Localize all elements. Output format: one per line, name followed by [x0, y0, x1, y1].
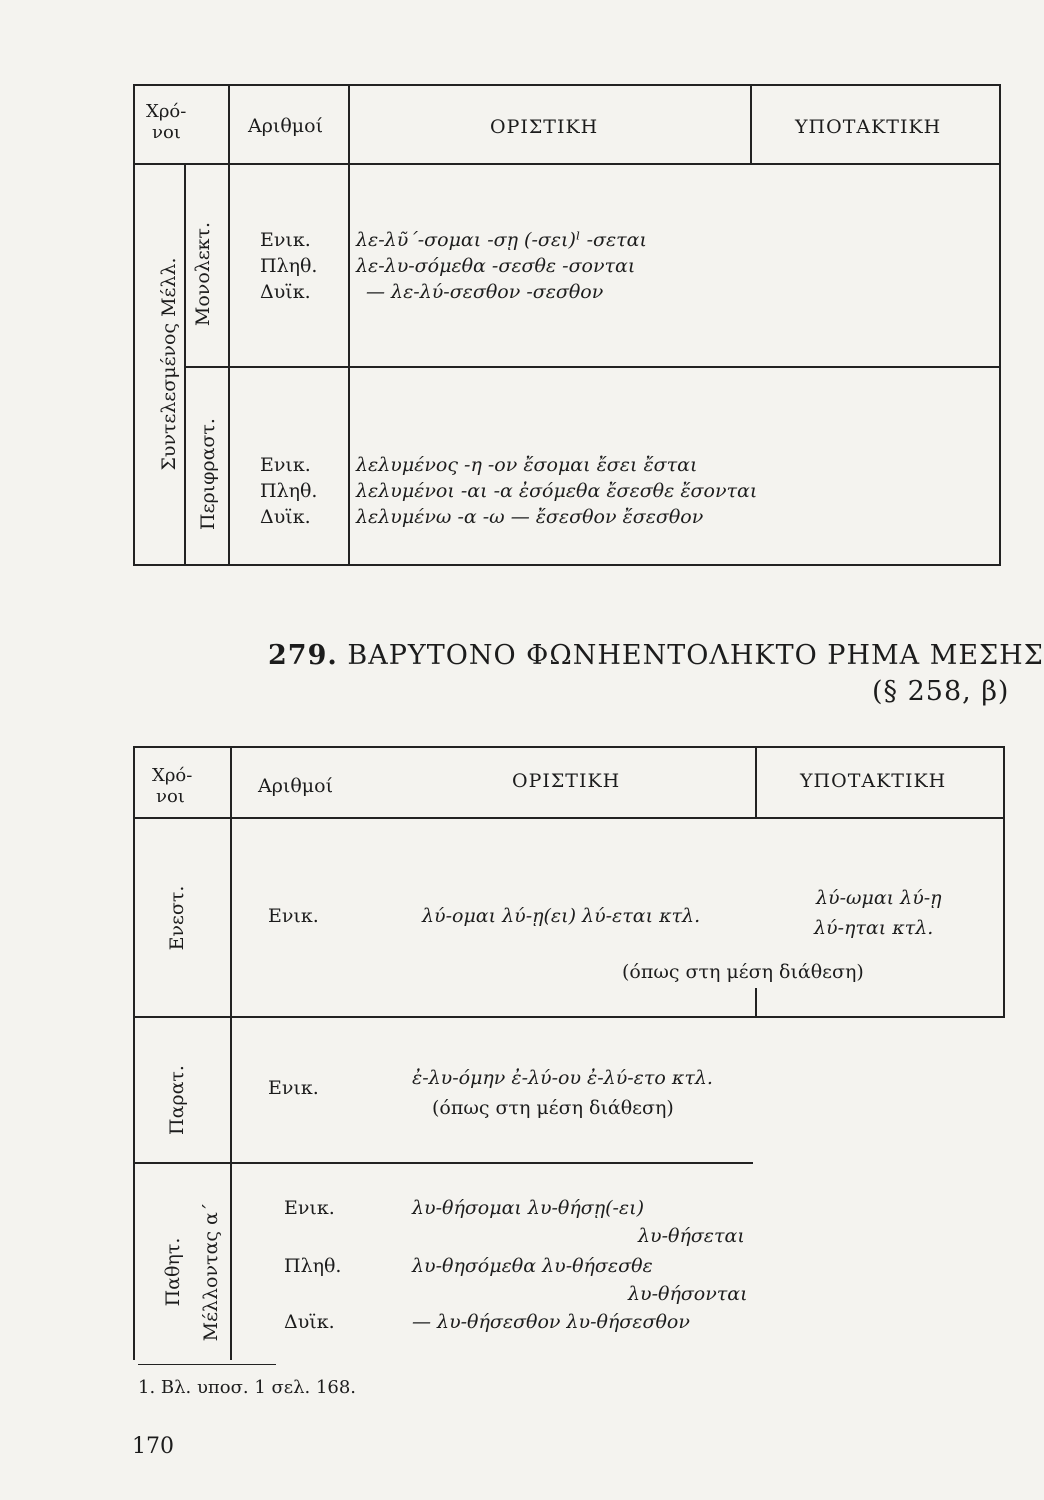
row-indicative: — λε-λύ-σεσθον -σεσθον: [366, 281, 604, 303]
header-subjunctive: ΥΠΟΤΑΚΤΙΚΗ: [795, 116, 942, 138]
footnote: 1. Βλ. υποσ. 1 σελ. 168.: [138, 1377, 357, 1398]
footnote-rule: [138, 1364, 276, 1365]
row-indicative: λε-λῦ΄-σομαι -σῃ (-σει)ˡ -σεται: [356, 229, 647, 251]
row-indicative-line2: λυ-θήσονται: [628, 1283, 748, 1305]
header-tenses: [146, 102, 186, 143]
row-number: Ενικ.: [268, 1077, 319, 1099]
section-label-imperfect: Παρατ.: [166, 1065, 188, 1135]
row-number: Δυϊκ.: [260, 506, 311, 528]
row-number: Πληθ.: [260, 255, 318, 277]
row-indicative-line1: — λυ-θήσεσθον λυ-θήσεσθον: [412, 1311, 690, 1333]
row-number: Πληθ.: [284, 1255, 342, 1277]
row-indicative: λε-λυ-σόμεθα -σεσθε -σονται: [356, 255, 636, 277]
page-number: 170: [132, 1434, 174, 1459]
header-numbers: Αριθμοί: [258, 775, 334, 797]
row-indicative-line1: λυ-θησόμεθα λυ-θήσεσθε: [412, 1255, 653, 1277]
section-label-passive-future-1: Παθητ.: [162, 1237, 184, 1307]
group-label-perfect-future: Συντελεσμένος Μέλλ.: [158, 257, 180, 471]
row-number: Δυϊκ.: [284, 1311, 335, 1333]
row-indicative-line1: λυ-θήσομαι λυ-θήσῃ(-ει): [412, 1197, 644, 1219]
row-note: (όπως στη μέση διάθεση): [622, 961, 864, 983]
section-number: 279.: [268, 640, 338, 671]
section-heading: [268, 640, 1044, 671]
section-label-present: Ενεστ.: [166, 885, 188, 951]
header-tenses: [152, 766, 192, 807]
section-label-passive-future-2: Μέλλοντας α΄: [200, 1202, 222, 1342]
row-indicative: λελυμένω -α -ω — ἔσεσθον ἔσεσθον: [356, 506, 704, 528]
section-title: ΒΑΡΥΤΟΝΟ ΦΩΝΗΕΝΤΟΛΗΚΤΟ ΡΗΜΑ ΜΕΣΗΣ: [347, 640, 1044, 671]
row-number: Πληθ.: [260, 480, 318, 502]
header-indicative: ΟΡΙΣΤΙΚΗ: [512, 770, 621, 792]
header-tenses-line2: νοι: [156, 785, 185, 807]
row-indicative: λύ-ομαι λύ-ῃ(ει) λύ-εται κτλ.: [422, 905, 701, 927]
row-number: Δυϊκ.: [260, 281, 311, 303]
section-reference: (§ 258, β): [872, 676, 1010, 707]
row-note: (όπως στη μέση διάθεση): [432, 1097, 674, 1119]
header-tenses-line2: νοι: [152, 121, 181, 143]
header-tenses-line1: Χρό-: [146, 101, 187, 122]
section-label-periphrastic: Περιφραστ.: [197, 418, 219, 530]
header-tenses-line1: Χρό-: [152, 765, 193, 786]
row-number: Ενικ.: [284, 1197, 335, 1219]
row-indicative: λελυμένοι -αι -α ἐσόμεθα ἔσεσθε ἔσονται: [356, 480, 758, 502]
row-subjunctive-line1: λύ-ωμαι λύ-ῃ: [816, 887, 942, 909]
header-numbers: Αριθμοί: [248, 115, 324, 137]
row-number: Ενικ.: [260, 229, 311, 251]
section-label-monolectic: Μονολεκτ.: [192, 221, 214, 327]
row-number: Ενικ.: [268, 905, 319, 927]
row-subjunctive-line2: λύ-ηται κτλ.: [814, 917, 934, 939]
row-indicative-line2: λυ-θήσεται: [638, 1225, 745, 1247]
row-number: Ενικ.: [260, 454, 311, 476]
header-subjunctive: ΥΠΟΤΑΚΤΙΚΗ: [800, 770, 947, 792]
header-indicative: ΟΡΙΣΤΙΚΗ: [490, 116, 599, 138]
row-indicative: λελυμένος -η -ον ἔσομαι ἔσει ἔσται: [356, 454, 698, 476]
row-indicative: ἐ-λυ-όμην ἐ-λύ-ου ἐ-λύ-ετο κτλ.: [412, 1067, 713, 1089]
